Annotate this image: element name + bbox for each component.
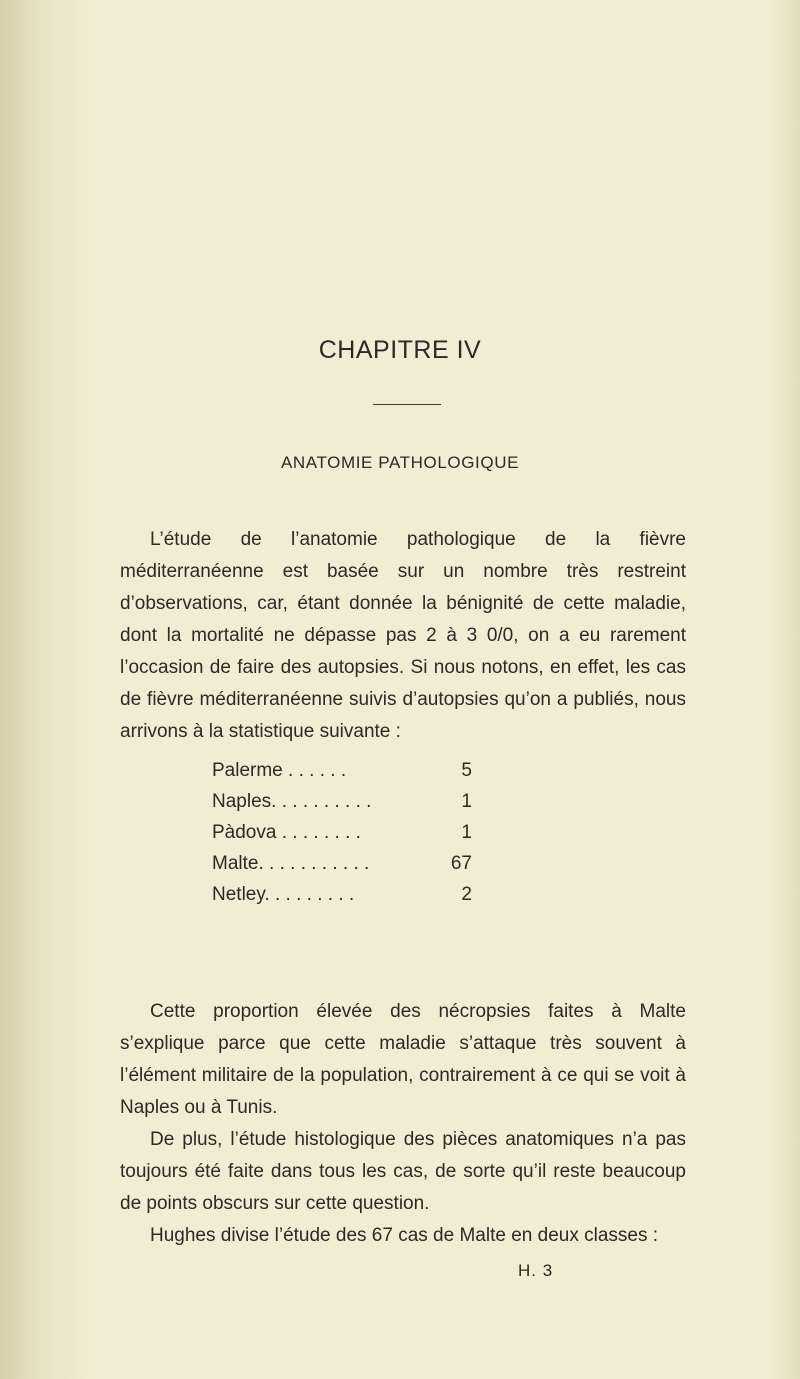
statistics-cases: 1 [461, 791, 472, 812]
autopsy-statistics-table [212, 755, 472, 910]
paragraph-intro: L’étude de l’anatomie pathologique de la fièvre méditerranéenne est basée sur un nombre très restreint d’observations, car, étant donnée la bénignité de cette maladie, dont la mortalité ne dépasse pas 2 à 3 0/0, on a eu rarement l’occasion de faire des autopsies. Si nous notons, en effet, les cas de fièvre méditerranéenne suivis d’autopsies qu’on a publiés, nous arrivons à la statistique suivante : [120, 529, 686, 742]
statistics-cases: 1 [461, 822, 472, 843]
title-divider [373, 404, 441, 405]
statistics-row [212, 879, 472, 910]
paragraph-proportion: Cette proportion élevée des nécropsies faites à Malte s’explique parce que cette maladie s’attaque très souvent à l’élément militaire de la population, contrairement à ce qui se voit à Naples ou à Tunis. [120, 1001, 686, 1118]
statistics-row [212, 817, 472, 848]
chapter-title: CHAPITRE IV [318, 336, 482, 364]
statistics-cases: 5 [461, 760, 472, 781]
statistics-place: Pàdova . . . . . . . . [212, 822, 361, 843]
paragraph-hughes: Hughes divise l’étude des 67 cas de Malte en deux classes : [150, 1225, 659, 1246]
statistics-row [212, 755, 472, 786]
paragraph-histology: De plus, l’étude histologique des pièces anatomiques n’a pas toujours été faite dans tous les cas, de sorte qu’il reste beaucoup de points obscurs sur cette question. [120, 1129, 686, 1214]
statistics-cases: 67 [450, 853, 472, 874]
statistics-place: Palerme . . . . . . [212, 760, 347, 781]
statistics-row [212, 786, 472, 817]
page-signature: H. 3 [518, 1261, 554, 1280]
statistics-cases: 2 [461, 884, 472, 905]
statistics-row [212, 848, 472, 879]
statistics-place: Netley. . . . . . . . . [212, 884, 355, 905]
section-title: ANATOMIE PATHOLOGIQUE [280, 453, 520, 472]
statistics-place: Naples. . . . . . . . . . [212, 791, 372, 812]
statistics-place: Malte. . . . . . . . . . . [212, 853, 370, 874]
